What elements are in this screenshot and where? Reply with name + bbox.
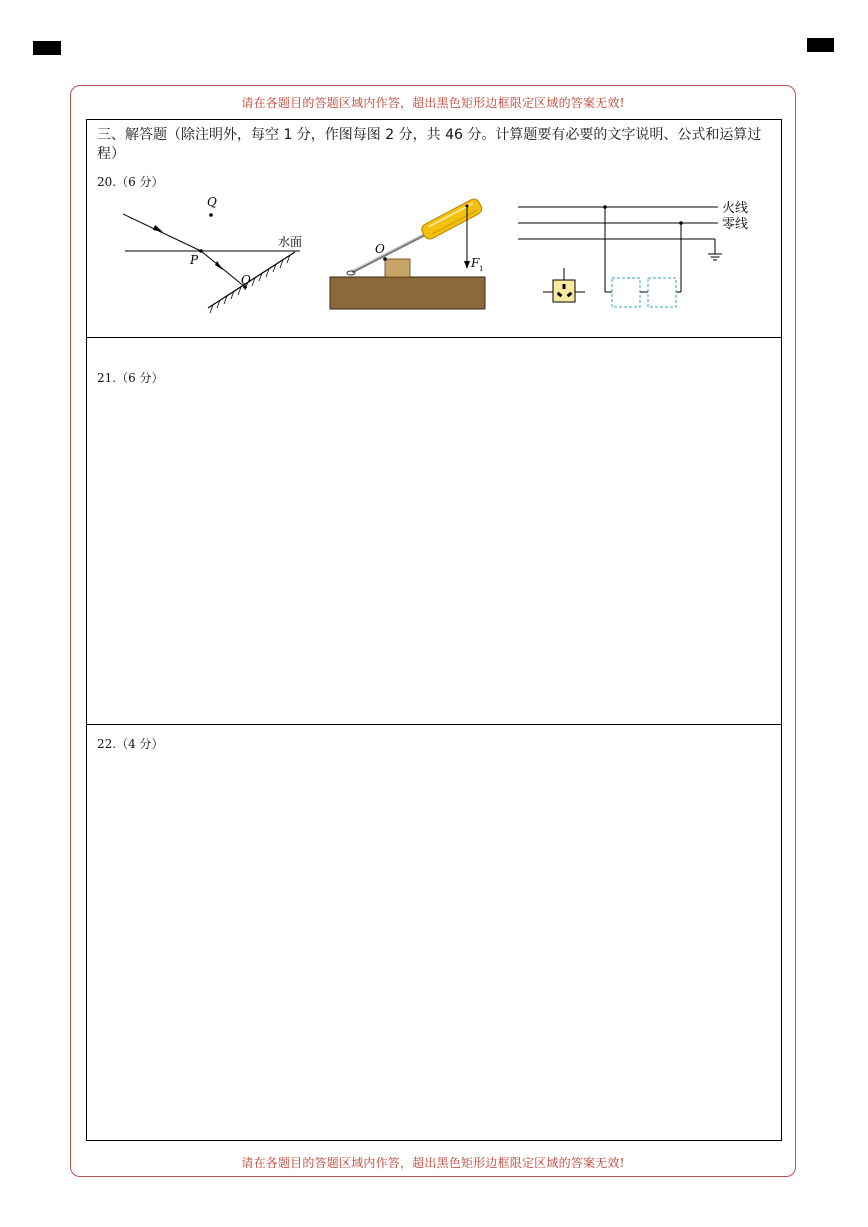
- component-box-left[interactable]: [612, 278, 640, 307]
- divider-q20-q21: [86, 337, 782, 338]
- section-title: 三、解答题（除注明外，每空 1 分，作图每图 2 分，共 46 分。计算题要有必要的文字说明、公式和运算过程）: [97, 127, 762, 162]
- force-arrowhead: [464, 261, 470, 269]
- mirror: [208, 252, 295, 308]
- answer-area-q22[interactable]: [88, 758, 780, 1138]
- answer-area-q21[interactable]: [88, 392, 780, 720]
- force-origin-dot: [466, 205, 469, 208]
- neutral-wire-label: 零线: [722, 217, 749, 232]
- divider-q21-q22: [86, 724, 782, 725]
- live-wire-label: 火线: [722, 201, 749, 216]
- point-q-label: Q: [207, 195, 217, 209]
- screwdriver-lever-figure[interactable]: [328, 195, 490, 313]
- three-pin-socket-icon: [553, 280, 575, 302]
- question-22-label: 22.（4 分）: [97, 737, 164, 751]
- point-o-label: O: [241, 273, 251, 287]
- incident-ray: [123, 214, 201, 251]
- refracted-arrow: [215, 261, 223, 270]
- pivot-dot: [383, 257, 387, 261]
- circuit-figure[interactable]: [515, 198, 755, 313]
- incident-arrow: [153, 225, 163, 232]
- force-label: F: [471, 256, 480, 270]
- socket-pin-top: [563, 284, 566, 289]
- question-20-label: 20.（6 分）: [97, 175, 164, 189]
- water-surface-label: 水面: [278, 235, 303, 249]
- refracted-ray: [201, 251, 245, 287]
- force-subscript: 1: [479, 265, 484, 273]
- ground-icon: [708, 254, 722, 260]
- optics-figure[interactable]: [115, 192, 310, 317]
- registration-mark-right: [807, 38, 834, 52]
- point-p-label: P: [190, 253, 199, 267]
- registration-mark-left: [33, 41, 61, 55]
- screwdriver-handle: [420, 197, 484, 241]
- point-p-dot: [199, 249, 203, 253]
- tin-lid-block: [385, 259, 410, 277]
- screwdriver-tip: [347, 271, 355, 275]
- header-warning: 请在各题目的答题区域内作答，超出黑色矩形边框限定区域的答案无效!: [241, 96, 625, 110]
- point-q-dot: [209, 213, 213, 217]
- pivot-label: O: [375, 242, 385, 256]
- footer-warning: 请在各题目的答题区域内作答，超出黑色矩形边框限定区域的答案无效!: [241, 1156, 625, 1170]
- component-box-right[interactable]: [648, 278, 676, 307]
- wood-base: [330, 277, 485, 309]
- question-21-label: 21.（6 分）: [97, 371, 164, 385]
